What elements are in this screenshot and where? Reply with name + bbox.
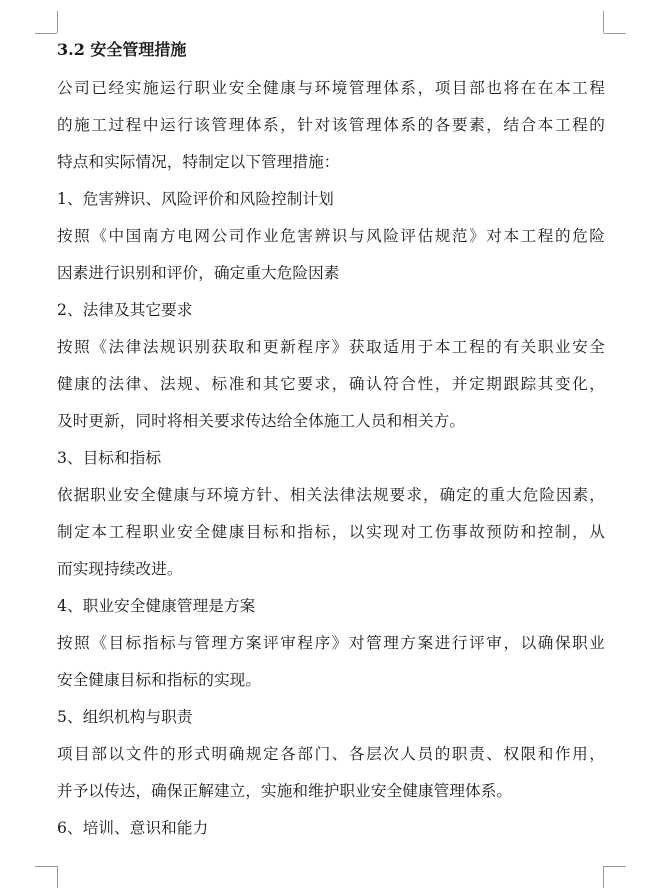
- list-item-heading: 2、法律及其它要求: [57, 301, 193, 319]
- paragraph-line: 安全健康目标和指标的实现。: [57, 671, 262, 689]
- crop-mark-bottom-right-v: [603, 866, 604, 888]
- paragraph-line: 特点和实际情况，特制定以下管理措施：: [57, 153, 340, 171]
- crop-mark-top-left-h: [35, 33, 57, 34]
- list-item-heading: 1、危害辨识、风险评价和风险控制计划: [57, 190, 334, 208]
- paragraph-line: 公司已经实施运行职业安全健康与环境管理体系，项目部也将在在本工程: [57, 79, 605, 97]
- paragraph-line: 按照《目标指标与管理方案评审程序》对管理方案进行评审，以确保职业: [57, 634, 605, 652]
- paragraph-line: 而实现持续改进。: [57, 560, 183, 578]
- crop-mark-bottom-right-h: [604, 866, 626, 867]
- section-heading: 3.2 安全管理措施: [57, 40, 187, 59]
- list-item-heading: 5、组织机构与职责: [57, 708, 193, 726]
- list-item-heading: 3、目标和指标: [57, 449, 162, 467]
- paragraph-line: 并予以传达，确保正解建立，实施和维护职业安全健康管理体系。: [57, 782, 513, 800]
- paragraph-line: 的施工过程中运行该管理体系，针对该管理体系的各要素，结合本工程的: [57, 116, 605, 134]
- paragraph-line: 依据职业安全健康与环境方针、相关法律法规要求，确定的重大危险因素，: [57, 486, 605, 504]
- list-item-heading: 6、培训、意识和能力: [57, 819, 209, 837]
- paragraph-line: 制定本工程职业安全健康目标和指标，以实现对工伤事故预防和控制，从: [57, 523, 605, 541]
- crop-mark-bottom-left-h: [35, 866, 57, 867]
- paragraph-line: 因素进行识别和评价，确定重大危险因素: [57, 264, 340, 282]
- crop-mark-bottom-left-v: [57, 866, 58, 888]
- crop-mark-top-right-h: [604, 33, 626, 34]
- list-item-heading: 4、职业安全健康管理是方案: [57, 597, 256, 615]
- paragraph-line: 按照《中国南方电网公司作业危害辨识与风险评估规范》对本工程的危险: [57, 227, 605, 245]
- paragraph-line: 按照《法律法规识别获取和更新程序》获取适用于本工程的有关职业安全: [57, 338, 605, 356]
- paragraph-line: 健康的法律、法规、标准和其它要求，确认符合性，并定期跟踪其变化，: [57, 375, 605, 393]
- paragraph-line: 项目部以文件的形式明确规定各部门、各层次人员的职责、权限和作用，: [57, 745, 605, 763]
- document-body: [57, 30, 605, 847]
- paragraph-line: 及时更新，同时将相关要求传达给全体施工人员和相关方。: [57, 412, 466, 430]
